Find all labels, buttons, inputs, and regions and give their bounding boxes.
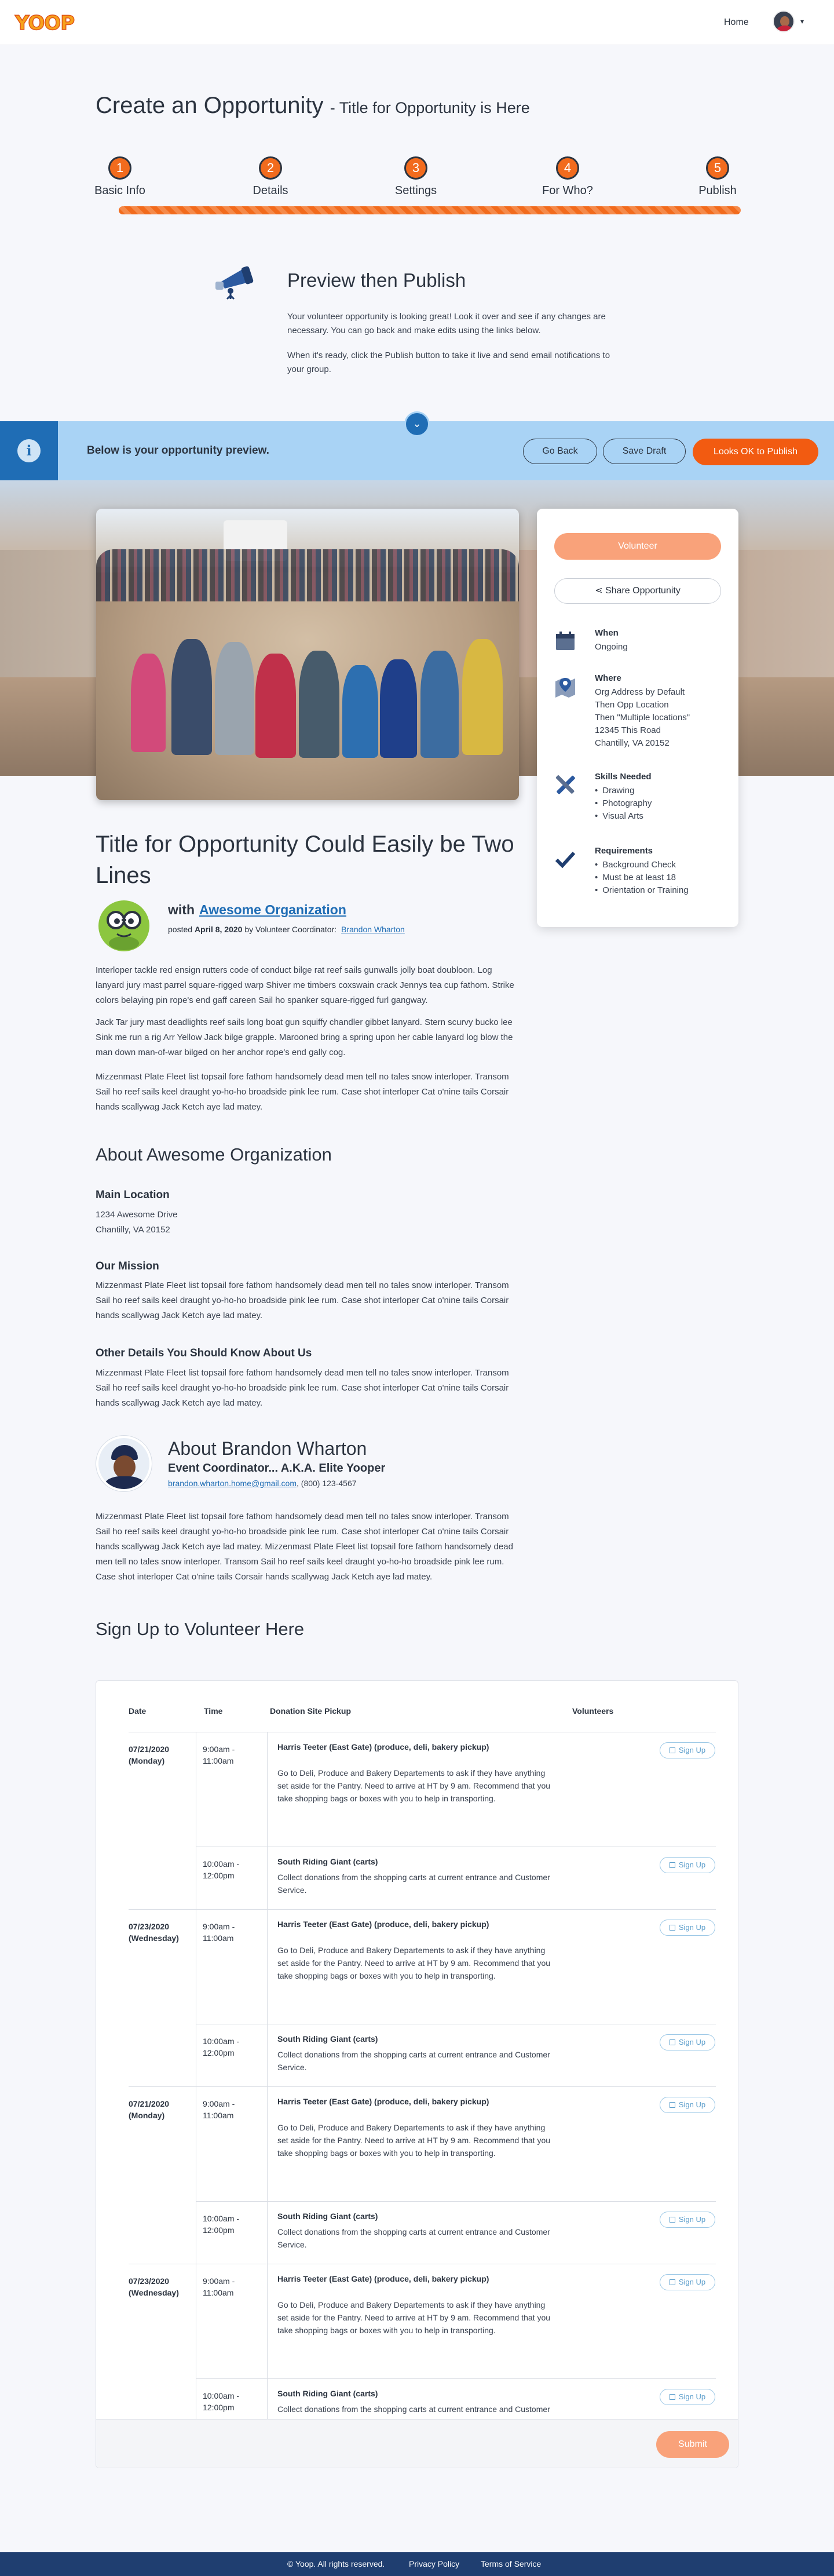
calendar-icon bbox=[670, 1862, 675, 1868]
skills-row bbox=[554, 772, 722, 830]
cell-date: 07/21/2020 (Monday) bbox=[129, 1745, 170, 1765]
calendar-icon bbox=[670, 1747, 675, 1753]
row-divider bbox=[129, 2086, 716, 2087]
skill-item: • Drawing bbox=[595, 785, 722, 797]
slot-description: Go to Deli, Produce and Bakery Departements to ask if they have anything set aside for the Pantry. Need to arrive at HT by 9 am. Recommend that you take shopping bags or boxes with you to help in transporting. bbox=[277, 1946, 551, 1980]
sign-up-label: Sign Up bbox=[678, 2100, 706, 2109]
footer-terms-link[interactable]: Terms of Service bbox=[481, 2559, 542, 2568]
where-address bbox=[595, 686, 722, 750]
cell-time: 9:00am - 11:00am bbox=[203, 1745, 235, 1765]
calendar-icon bbox=[670, 2039, 675, 2045]
publish-button[interactable]: Looks OK to Publish bbox=[693, 439, 818, 465]
sign-up-button[interactable] bbox=[660, 1920, 715, 1936]
slot-title: Harris Teeter (East Gate) (produce, deli, bakery pickup) bbox=[277, 1742, 489, 1752]
slot-divider bbox=[196, 2201, 716, 2202]
step-progress bbox=[96, 156, 738, 220]
opportunity-details-card bbox=[537, 509, 738, 927]
photo-child bbox=[299, 651, 339, 758]
share-label: Share Opportunity bbox=[605, 586, 681, 596]
posted-prefix: posted bbox=[168, 925, 193, 934]
share-icon: ⋖ bbox=[595, 586, 603, 596]
slot-description: Go to Deli, Produce and Bakery Departements to ask if they have anything set aside for the Pantry. Need to arrive at HT by 9 am. Recommend that you take shopping bags or boxes with you to help in transporting. bbox=[277, 1768, 551, 1803]
requirements-list bbox=[595, 859, 722, 897]
sign-up-label: Sign Up bbox=[678, 2278, 706, 2286]
when-row bbox=[554, 628, 722, 657]
mission-heading: Our Mission bbox=[96, 1260, 159, 1272]
photo-child bbox=[131, 654, 166, 752]
info-panel bbox=[0, 421, 58, 480]
main-location-heading: Main Location bbox=[96, 1189, 170, 1201]
requirements-row bbox=[554, 846, 722, 904]
volunteer-button[interactable]: Volunteer bbox=[554, 533, 721, 560]
where-line: Then Opp Location bbox=[595, 700, 669, 710]
cell-date: 07/23/2020 (Wednesday) bbox=[129, 1922, 179, 1943]
top-nav bbox=[0, 0, 834, 45]
slot-title: South Riding Giant (carts) bbox=[277, 2212, 378, 2221]
skill-item: • Visual Arts bbox=[595, 810, 722, 823]
sign-up-button[interactable] bbox=[660, 2389, 715, 2405]
step-number: 2 bbox=[259, 156, 282, 180]
slot-title: South Riding Giant (carts) bbox=[277, 2034, 378, 2044]
go-back-button[interactable]: Go Back bbox=[523, 439, 597, 464]
signup-heading: Sign Up to Volunteer Here bbox=[96, 1619, 305, 1639]
photo-child bbox=[342, 665, 378, 758]
step-number: 3 bbox=[404, 156, 427, 180]
when-value: Ongoing bbox=[595, 642, 628, 652]
calendar-icon bbox=[670, 2102, 675, 2108]
user-avatar[interactable] bbox=[773, 10, 795, 32]
other-details-text: Mizzenmast Plate Fleet list topsail fore fathom handsomely dead men tell no tales snow interloper. Transom Sail ho reef sails keel draught yo-ho-ho broadside pink lee rum. Case shot interloper Cat o'nine tails Corsair hands scallywag Jack Ketch aye lad matey. bbox=[96, 1368, 509, 1408]
cell-date: 07/23/2020 (Wednesday) bbox=[129, 2276, 179, 2297]
avatar-body bbox=[104, 1476, 145, 1491]
opportunity-photo bbox=[96, 509, 519, 800]
photo-child bbox=[462, 639, 503, 755]
coordinator-link[interactable]: Brandon Wharton bbox=[341, 925, 405, 934]
cell-time: 9:00am - 11:00am bbox=[203, 2099, 235, 2120]
sign-up-label: Sign Up bbox=[678, 1860, 706, 1869]
where-line: 12345 This Road bbox=[595, 725, 661, 735]
step-number: 1 bbox=[108, 156, 131, 180]
address-line: 1234 Awesome Drive bbox=[96, 1210, 178, 1220]
cell-time: 10:00am - 12:00pm bbox=[203, 2391, 240, 2412]
page-title-subtitle: - Title for Opportunity is Here bbox=[330, 99, 530, 116]
with-label: with bbox=[168, 902, 195, 917]
map-pin-icon bbox=[554, 676, 576, 698]
chevron-down-icon[interactable]: ▾ bbox=[800, 17, 804, 25]
posted-info bbox=[168, 925, 405, 934]
requirement-item: • Orientation or Training bbox=[595, 884, 722, 897]
where-row bbox=[554, 673, 722, 754]
posted-by: by Volunteer Coordinator: bbox=[244, 925, 337, 934]
cell-time: 10:00am - 12:00pm bbox=[203, 2214, 240, 2235]
sign-up-button[interactable] bbox=[660, 2097, 715, 2113]
slot-title: Harris Teeter (East Gate) (produce, deli, bakery pickup) bbox=[277, 2097, 489, 2106]
posted-date: April 8, 2020 bbox=[194, 925, 243, 934]
step-label: Publish bbox=[698, 184, 737, 197]
slot-description: Collect donations from the shopping carts at current entrance and Customer Service. bbox=[277, 2227, 550, 2249]
calendar-icon bbox=[670, 2279, 675, 2285]
requirement-item: • Background Check bbox=[595, 859, 722, 871]
coordinator-role: Event Coordinator... A.K.A. Elite Yooper bbox=[168, 1462, 386, 1475]
step-label: For Who? bbox=[542, 184, 593, 197]
slot-description: Collect donations from the shopping carts at current entrance and Customer Service. bbox=[277, 1873, 550, 1895]
when-label: When bbox=[595, 628, 619, 638]
sign-up-label: Sign Up bbox=[678, 1746, 706, 1754]
preview-paragraph-2: When it's ready, click the Publish button to take it live and send email notifications to your group. bbox=[287, 351, 610, 374]
main-location-address bbox=[96, 1207, 177, 1238]
skill-item: • Photography bbox=[595, 797, 722, 810]
preview-title: Preview then Publish bbox=[287, 269, 466, 291]
calendar-icon bbox=[554, 630, 576, 652]
step-publish[interactable] bbox=[683, 156, 752, 198]
photo-crowd bbox=[96, 549, 519, 601]
column-divider bbox=[267, 2264, 268, 2441]
step-details[interactable] bbox=[236, 156, 305, 198]
organization-logo bbox=[96, 897, 152, 953]
checkmark-icon bbox=[554, 848, 576, 870]
sign-up-button[interactable] bbox=[660, 1857, 715, 1873]
sign-up-label: Sign Up bbox=[678, 2038, 706, 2046]
description-paragraph-3: Mizzenmast Plate Fleet list topsail fore fathom handsomely dead men tell no tales snow interloper. Transom Sail ho reef sails keel draught yo-ho-ho broadside pink lee rum. Case shot interloper Cat o'nine tails Corsair hands scallywag Jack Ketch aye lad matey. bbox=[96, 1072, 509, 1112]
cell-time: 9:00am - 11:00am bbox=[203, 2276, 235, 2297]
step-for-who[interactable] bbox=[533, 156, 602, 198]
organization-link[interactable]: Awesome Organization bbox=[199, 902, 346, 917]
where-line: Then "Multiple locations" bbox=[595, 713, 690, 723]
coordinator-name: About Brandon Wharton bbox=[168, 1438, 367, 1459]
column-header-date: Date bbox=[129, 1706, 147, 1716]
requirement-item: • Must be at least 18 bbox=[595, 871, 722, 884]
other-details-heading: Other Details You Should Know About Us bbox=[96, 1347, 312, 1359]
sign-up-label: Sign Up bbox=[678, 2215, 706, 2224]
preview-paragraph-1: Your volunteer opportunity is looking great! Look it over and see if any changes are necessary. You can go back and make edits using the links below. bbox=[287, 312, 606, 335]
where-line: Org Address by Default bbox=[595, 687, 685, 697]
sign-up-button[interactable] bbox=[660, 1742, 715, 1758]
photo-child bbox=[215, 642, 254, 755]
slot-divider bbox=[196, 2378, 716, 2379]
sign-up-button[interactable] bbox=[660, 2212, 715, 2228]
about-org-heading: About Awesome Organization bbox=[96, 1144, 332, 1165]
avatar-face bbox=[114, 1455, 136, 1479]
where-label: Where bbox=[595, 673, 621, 683]
step-number: 4 bbox=[556, 156, 579, 180]
sign-up-button[interactable] bbox=[660, 2034, 715, 2050]
megaphone-icon bbox=[213, 265, 259, 300]
coordinator-avatar bbox=[96, 1436, 152, 1491]
description-paragraph-1: Interloper tackle red ensign rutters code of conduct bilge rat reef sails gunwalls jolly boat doubloon. Log lanyard jury mast parrel square-rigged warp Shiver me timbers coxswain crack Jennys tea cup fathom. Strike colors belaying pin rope's end gaff careen Sail ho spanker square-rigged furl gangway. bbox=[96, 965, 514, 1005]
sign-up-button[interactable] bbox=[660, 2274, 715, 2290]
photo-child bbox=[255, 654, 296, 758]
slot-description: Collect donations from the shopping carts at current entrance and Customer Service. bbox=[277, 2050, 550, 2072]
footer-privacy-link[interactable]: Privacy Policy bbox=[409, 2559, 460, 2568]
step-label: Details bbox=[253, 184, 288, 197]
organization-line bbox=[168, 902, 346, 918]
step-basic-info[interactable] bbox=[85, 156, 155, 198]
slot-title: South Riding Giant (carts) bbox=[277, 2389, 378, 2398]
page-title-main: Create an Opportunity bbox=[96, 93, 324, 118]
column-divider bbox=[267, 2086, 268, 2264]
coordinator-phone: , (800) 123-4567 bbox=[297, 1479, 357, 1488]
preview-message: Below is your opportunity preview. bbox=[87, 444, 269, 457]
cell-time: 10:00am - 12:00pm bbox=[203, 2037, 240, 2057]
row-divider bbox=[129, 1909, 716, 1910]
sign-up-label: Sign Up bbox=[678, 2392, 706, 2401]
photo-child bbox=[380, 659, 417, 758]
step-number: 5 bbox=[706, 156, 729, 180]
slot-title: Harris Teeter (East Gate) (produce, deli, bakery pickup) bbox=[277, 1920, 489, 1929]
signup-table-card bbox=[96, 1680, 738, 2468]
cell-time: 10:00am - 12:00pm bbox=[203, 1859, 240, 1880]
coordinator-contact bbox=[168, 1479, 357, 1488]
slot-description: Go to Deli, Produce and Bakery Departements to ask if they have anything set aside for the Pantry. Need to arrive at HT by 9 am. Recommend that you take shopping bags or boxes with you to help in transporting. bbox=[277, 2300, 551, 2335]
calendar-icon bbox=[670, 2394, 675, 2400]
sign-up-label: Sign Up bbox=[678, 1923, 706, 1932]
description-paragraph-2: Jack Tar jury mast deadlights reef sails long boat gun squiffy chandler gibbet lanyard. Stern scurvy bucko lee Sink me run a rig Arr Yellow Jack bilge grapple. Marooned bring a spring upon her cable lanyard log blow the man down man-of-war bilged on her anchor rope's end gally cog. bbox=[96, 1017, 513, 1057]
column-header-site: Donation Site Pickup bbox=[270, 1706, 352, 1716]
save-draft-button[interactable]: Save Draft bbox=[603, 439, 686, 464]
info-icon: i bbox=[17, 439, 41, 462]
mission-text: Mizzenmast Plate Fleet list topsail fore fathom handsomely dead men tell no tales snow interloper. Transom Sail ho reef sails keel draught yo-ho-ho broadside pink lee rum. Case shot interloper Cat o'nine tails Corsair hands scallywag Jack Ketch aye lad matey. bbox=[96, 1280, 509, 1320]
slot-title: Harris Teeter (East Gate) (produce, deli, bakery pickup) bbox=[277, 2274, 489, 2283]
cell-time: 9:00am - 11:00am bbox=[203, 1922, 235, 1943]
photo-child bbox=[420, 651, 459, 758]
slot-description: Collect donations from the shopping carts at current entrance and Customer bbox=[277, 2404, 550, 2414]
opportunity-title: Title for Opportunity Could Easily be Two Lines bbox=[96, 831, 514, 888]
coordinator-bio: Mizzenmast Plate Fleet list topsail fore fathom handsomely dead men tell no tales snow interloper. Transom Sail ho reef sails keel draught yo-ho-ho broadside pink lee rum. Case shot interloper Cat o'nine tails Corsair hands scallywag Jack Ketch aye lad matey. Mizzenmast Plate Fleet list topsail fore fathom handsomely dead men tell no tales snow interloper. Transom Sail ho reef sails keel draught yo-ho-ho broadside pink lee rum. Case shot interloper Cat o'nine tails Corsair hands scallywag Jack Ketch aye lad matey. bbox=[96, 1512, 513, 1582]
page-title bbox=[96, 93, 530, 119]
footer-copyright: © Yoop. All rights reserved. bbox=[287, 2559, 385, 2568]
signup-footer bbox=[96, 2419, 738, 2468]
column-divider bbox=[267, 1732, 268, 1909]
column-divider bbox=[267, 1909, 268, 2086]
column-header-time: Time bbox=[204, 1706, 223, 1716]
tools-icon bbox=[554, 774, 576, 796]
calendar-icon bbox=[670, 1925, 675, 1931]
page-footer bbox=[0, 2552, 834, 2576]
yoop-logo[interactable]: YOOP bbox=[15, 12, 75, 35]
chevron-down-icon[interactable]: ⌄ bbox=[404, 411, 430, 437]
column-header-volunteers: Volunteers bbox=[572, 1706, 614, 1716]
avatar-shirt bbox=[777, 25, 793, 32]
skills-list bbox=[595, 785, 722, 823]
photo-child bbox=[171, 639, 212, 755]
address-line: Chantilly, VA 20152 bbox=[96, 1225, 170, 1235]
where-line: Chantilly, VA 20152 bbox=[595, 738, 670, 748]
step-settings[interactable] bbox=[381, 156, 451, 198]
requirements-label: Requirements bbox=[595, 846, 653, 856]
slot-title: South Riding Giant (carts) bbox=[277, 1857, 378, 1866]
step-label: Basic Info bbox=[94, 184, 145, 197]
calendar-icon bbox=[670, 2217, 675, 2223]
submit-button[interactable]: Submit bbox=[656, 2431, 729, 2458]
slot-description: Go to Deli, Produce and Bakery Departements to ask if they have anything set aside for the Pantry. Need to arrive at HT by 9 am. Recommend that you take shopping bags or boxes with you to help in transporting. bbox=[277, 2123, 551, 2158]
share-opportunity-button[interactable] bbox=[554, 578, 721, 604]
skills-label: Skills Needed bbox=[595, 772, 652, 782]
nav-home-link[interactable]: Home bbox=[724, 17, 749, 27]
cell-date: 07/21/2020 (Monday) bbox=[129, 2099, 170, 2120]
progress-bar bbox=[119, 206, 741, 214]
step-label: Settings bbox=[394, 184, 437, 197]
coordinator-email-link[interactable]: brandon.wharton.home@gmail.com bbox=[168, 1479, 297, 1488]
